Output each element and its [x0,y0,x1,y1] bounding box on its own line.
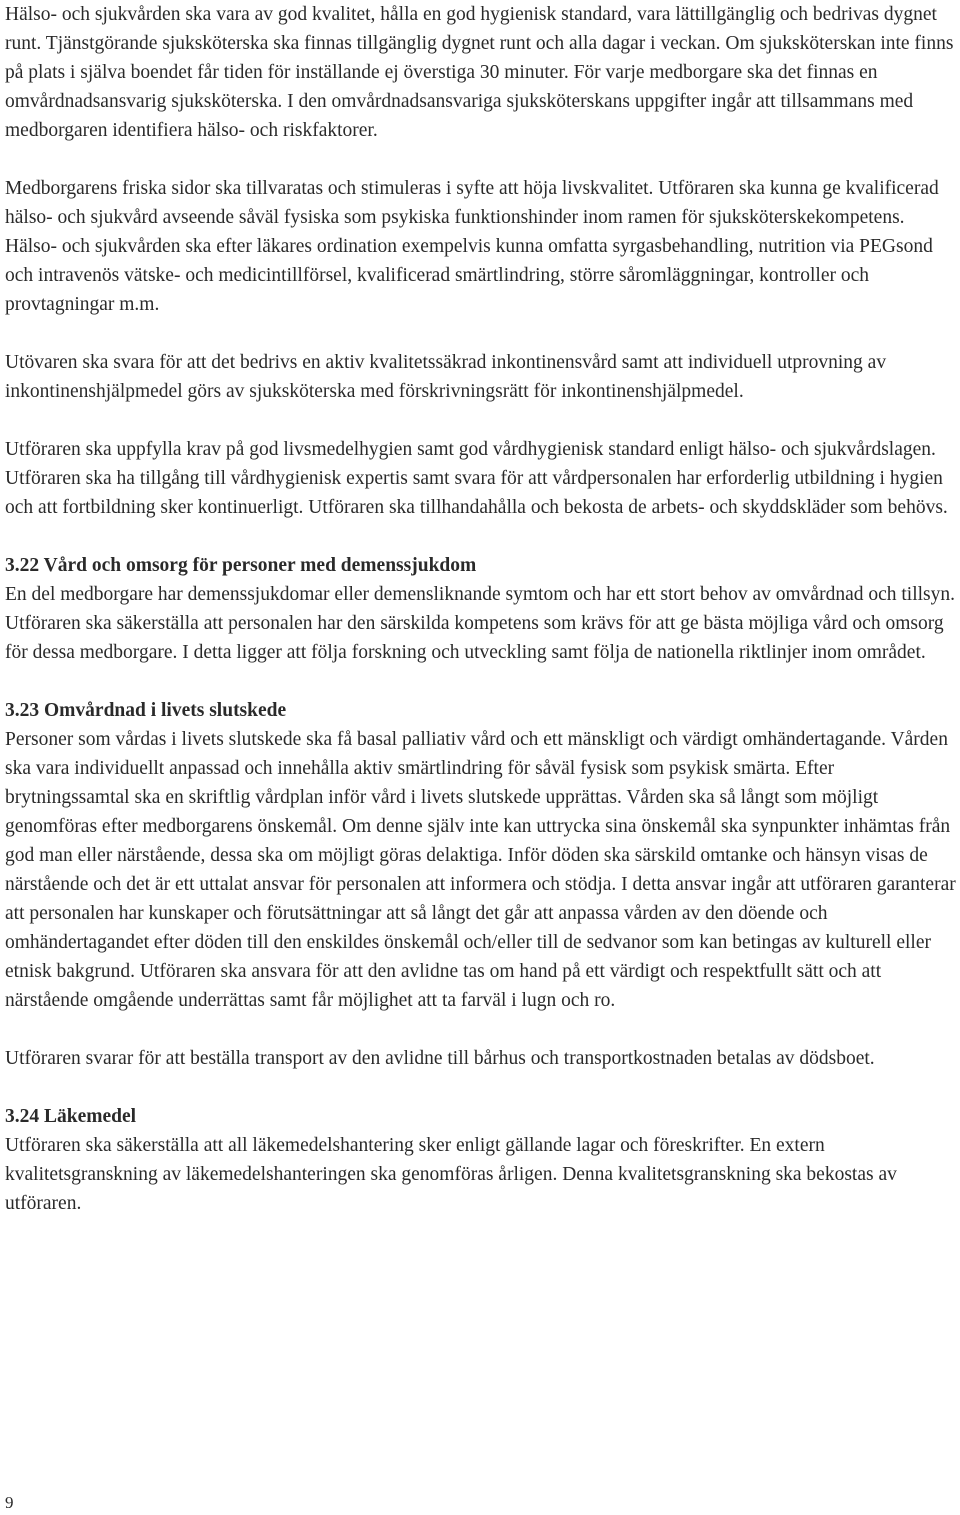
heading-3-23: 3.23 Omvårdnad i livets slutskede [5,700,287,721]
paragraph-transport: Utföraren svarar för att beställa transport av den avlidne till bårhus och transportkostnaden betalas av dödsboet. [5,1048,875,1069]
paragraph-incontinence-care: Utövaren ska svara för att det bedrivs en aktiv kvalitetssäkrad inkontinensvård samt att individuell utprovning av inkontinenshjälpmedel görs av sjuksköterska med förskrivningsrätt för inkontinenshjälpmedel. [5,352,887,402]
heading-3-24: 3.24 Läkemedel [5,1106,137,1127]
document-body [5,0,960,1247]
heading-3-22: 3.22 Vård och omsorg för personer med demenssjukdom [5,555,477,576]
paragraph-medication: Utföraren ska säkerställa att all läkemedelshantering sker enligt gällande lagar och föreskrifter. En extern kvalitetsgranskning av läkemedelshanteringen ska genomföras årligen. Denna kvalitetsgranskning ska bekostas av utföraren. [5,1135,897,1214]
paragraph-end-of-life-care: Personer som vårdas i livets slutskede ska få basal palliativ vård och ett mänskligt och värdigt omhändertagande. Vården ska vara individuellt anpassad och innehålla aktiv smärtlindring för såväl fysisk som psykisk smärta. Efter brytningssamtal ska en skriftlig vårdplan inför vård i livets slutskede upprättas. Vården ska så långt som möjligt genomföras efter medborgarens önskemål. Om denne själv inte kan uttrycka sina önskemål ska synpunkter inhämtas från god man eller närstående, dessa ska om möjligt göras delaktiga. Inför döden ska särskild omtanke och hänsyn visas de närstående och det är ett uttalat ansvar för personalen att informera och stödja. I detta ansvar ingår att utföraren garanterar att personalen har kunskaper och förutsättningar att så långt det går att anpassa vården av den döende och omhändertagandet efter döden till den enskildes önskemål och/eller till de sedvanor som kan betingas av kulturell eller etnisk bakgrund. Utföraren ska ansvara för att den avlidne tas om hand på ett värdigt och respektfullt sätt och att närstående omgående underrättas samt får möjlighet att ta farväl i lugn och ro. [5,729,956,1011]
paragraph-dementia-care: En del medborgare har demenssjukdomar eller demensliknande symtom och har ett stort behov av omvårdnad och tillsyn. Utföraren ska säkerställa att personalen har den särskilda kompetens som krävs för att ge bästa möjliga vård och omsorg för dessa medborgare. I detta ligger att följa forskning och utveckling samt följa de nationella riktlinjer inom området. [5,584,956,663]
paragraph-healthy-aspects: Medborgarens friska sidor ska tillvaratas och stimuleras i syfte att höja livskvalitet. Utföraren ska kunna ge kvalificerad hälso- och sjukvård avseende såväl fysiska som psykiska funktionshinder inom ramen för sjuksköterskekompetens. Hälso- och sjukvården ska efter läkares ordination exempelvis kunna omfatta syrgasbehandling, nutrition via PEGsond och intravenös vätske- och medicintillförsel, kvalificerad smärtlindring, större såromläggningar, kontroller och provtagningar m.m. [5,178,939,315]
paragraph-hygiene: Utföraren ska uppfylla krav på god livsmedelhygien samt god vårdhygienisk standard enligt hälso- och sjukvårdslagen. Utföraren ska ha tillgång till vårdhygienisk expertis samt svara för att vårdpersonalen har erforderlig utbildning i hygien och att fortbildning sker kontinuerligt. Utföraren ska tillhandahålla och bekosta de arbets- och skyddskläder som behövs. [5,439,948,518]
paragraph-health-care-quality: Hälso- och sjukvården ska vara av god kvalitet, hålla en god hygienisk standard, vara lättillgänglig och bedrivas dygnet runt. Tjänstgörande sjuksköterska ska finnas tillgänglig dygnet runt och alla dagar i veckan. Om sjuksköterskan inte finns på plats i själva boendet får tiden för inställande ej överstiga 30 minuter. För varje medborgare ska det finnas en omvårdnadsansvarig sjuksköterska. I den omvårdnadsansvariga sjuksköterskans uppgifter ingår att tillsammans med medborgaren identifiera hälso- och riskfaktorer. [5,4,954,141]
page-number: 9 [5,1493,14,1512]
